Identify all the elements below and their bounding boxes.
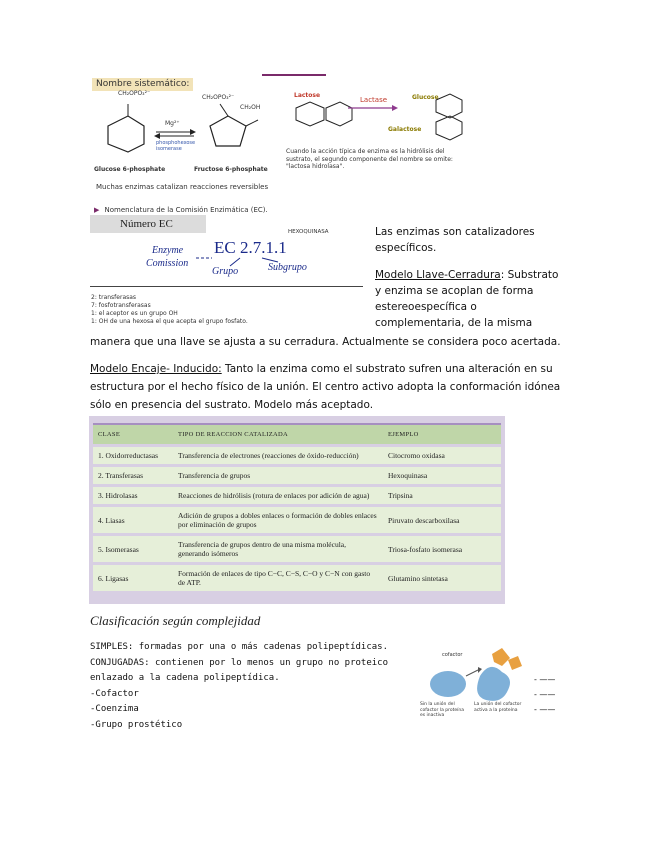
text-line: específicos. [375,242,437,254]
figure-divider [90,286,363,287]
table-row [93,507,501,533]
table-row [93,565,501,591]
table-cell: Transferencia de grupos [173,467,383,484]
fructose-label: Fructose 6-phosphate [194,166,268,173]
nombre-sistematico-label: Nombre sistemático: [92,78,193,91]
cofactor-label: cofactor [442,652,463,658]
reversible-note: Muchas enzimas catalizan reacciones reversibles [96,183,269,191]
grupo-word: Grupo [212,266,239,277]
text-line: y enzima se acoplan de forma [375,285,534,297]
dash-item: - —— [534,690,556,699]
galactose-label: Galactose [388,126,422,133]
cofactor-figure [420,640,526,720]
encaje-inducido-paragraph [90,360,560,414]
isomerase-reaction-diagram [90,94,265,169]
lactose-reaction-diagram [286,78,476,148]
bullet-icon: ▶ [94,206,100,214]
text-line: sólo en presencia del sustrato. Modelo más aceptado. [90,399,374,411]
table-cell: Hexoquinasa [383,467,501,484]
table-cell: Formación de enlaces de tipo C−C, C−S, C−O y C−N con gasto de ATP. [173,565,383,591]
table-row [93,487,501,504]
table-cell: 5. Isomerasas [93,536,173,562]
table-cell: Transferencia de grupos dentro de una misma molécula, generando isómeros [173,536,383,562]
text-line: estructura por el hecho físico de la unión. El centro activo adopta la conformación idónea [90,381,561,393]
table-cell: 6. Ligasas [93,565,173,591]
list-item: enlazado a la cadena polipeptídica. [90,673,280,683]
ec-connector-lines [90,212,362,288]
enzyme-name-label: phosphohexose isomerase [156,140,196,152]
llave-cerradura-paragraph [375,267,558,331]
table-cell: Citocromo oxidasa [383,447,501,464]
table-cell: Adición de grupos a dobles enlaces o formación de dobles enlaces por eliminación de grupos [173,507,383,533]
dash-item: - —— [534,675,556,684]
table-cell: Reacciones de hidrólisis (rotura de enlaces por adición de agua) [173,487,383,504]
table-cell: Tripsina [383,487,501,504]
lactose-figure [286,78,476,176]
nomenclature-bullet: Nomenclatura de la Comisión Enzimática (EC). [104,206,268,214]
specific-text [375,224,535,256]
comission-word: Comission [146,258,189,269]
cofactor-right-caption: La unión del cofactor activa a la proteína [474,702,522,713]
lactose-caption: Cuando la acción típica de enzima es la hidrólisis del sustrato, el segundo componente del nombre se omite: "lactosa hidrolasa". [286,148,453,170]
table-header-cell: CLASE [93,423,173,444]
enzyme-word: Enzyme [152,245,184,256]
hexoquinasa-label: HEXOQUINASA [288,229,329,235]
mol-label: CH₂OPO₃²⁻ [118,90,151,97]
dash-item: - —— [534,705,556,714]
ec-note: 2: transferasas [91,294,137,301]
table-cell: Piruvato descarboxilasa [383,507,501,533]
enzyme-class-table-frame [89,416,505,604]
mol-label: CH₂OH [240,104,261,111]
numero-ec-label: Número EC [90,215,206,233]
list-item: CONJUGADAS: contienen por lo menos un grupo no proteico [90,657,389,668]
table-cell: Transferencia de electrones (reacciones de óxido-reducción) [173,447,383,464]
mol-label: Mg²⁺ [165,120,180,127]
dash-list [534,672,555,717]
text-line: complementaria, de la misma [375,317,533,329]
complejidad-title: Clasificación según complejidad [90,613,261,628]
glucose-label: Glucose [412,94,439,101]
table-cell: Triosa-fosfato isomerasa [383,536,501,562]
ec-number-figure [90,212,362,288]
ec-note: 7: fosfotransferasas [91,302,151,309]
ec-number: EC 2.7.1.1 [214,238,287,257]
table-row [93,467,501,484]
ec-note: 1: OH de una hexosa el que acepta el grupo fosfato. [91,318,248,325]
list-item: -Coenzima [90,704,139,714]
table-header-cell: EJEMPLO [383,423,501,444]
ec-notes [91,294,248,326]
llave-last-line: manera que una llave se ajusta a su cerradura. Actualmente se considera poco acertada. [90,336,561,348]
llave-title: Modelo Llave-Cerradura [375,269,501,281]
table-cell: 2. Transferasas [93,467,173,484]
encaje-title: Modelo Encaje- Inducido: [90,363,222,375]
enzyme-class-table [93,420,501,594]
cofactor-left-caption: Sin la unión del cofactor la proteína es inactiva [420,702,465,718]
table-cell: 4. Liasas [93,507,173,533]
ec-note: 1: el aceptor es un grupo OH [91,310,178,317]
text-line [375,267,558,283]
table-cell: 1. Oxidorreductasas [93,447,173,464]
title-rule [262,74,326,76]
glucose-label: Glucose 6-phosphate [94,166,166,173]
lactase-label: Lactase [360,96,388,104]
text-line [90,360,560,378]
table-row [93,536,501,562]
list-item: -Grupo prostético [90,719,183,730]
table-cell: Glutamino sintetasa [383,565,501,591]
list-item: -Cofactor [90,688,139,699]
text-span: : Substrato [500,269,559,281]
subgrupo-word: Subgrupo [268,262,307,273]
mol-label: CH₂OPO₃²⁻ [202,94,235,101]
complejidad-list [90,640,388,733]
text-line: Las enzimas son catalizadores [375,226,535,238]
text-span: Tanto la enzima como el substrato sufren una alteración en su [221,363,553,375]
table-header-cell: TIPO DE REACCION CATALIZADA [173,423,383,444]
text-line: estereoespecífica o [375,301,477,313]
lactose-label: Lactose [294,92,321,99]
table-cell: 3. Hidrolasas [93,487,173,504]
table-header-row [93,423,501,444]
table-row [93,447,501,464]
cofactor-diagram [420,640,526,706]
list-item: SIMPLES: formadas por una o más cadenas polipeptídicas. [90,642,389,652]
